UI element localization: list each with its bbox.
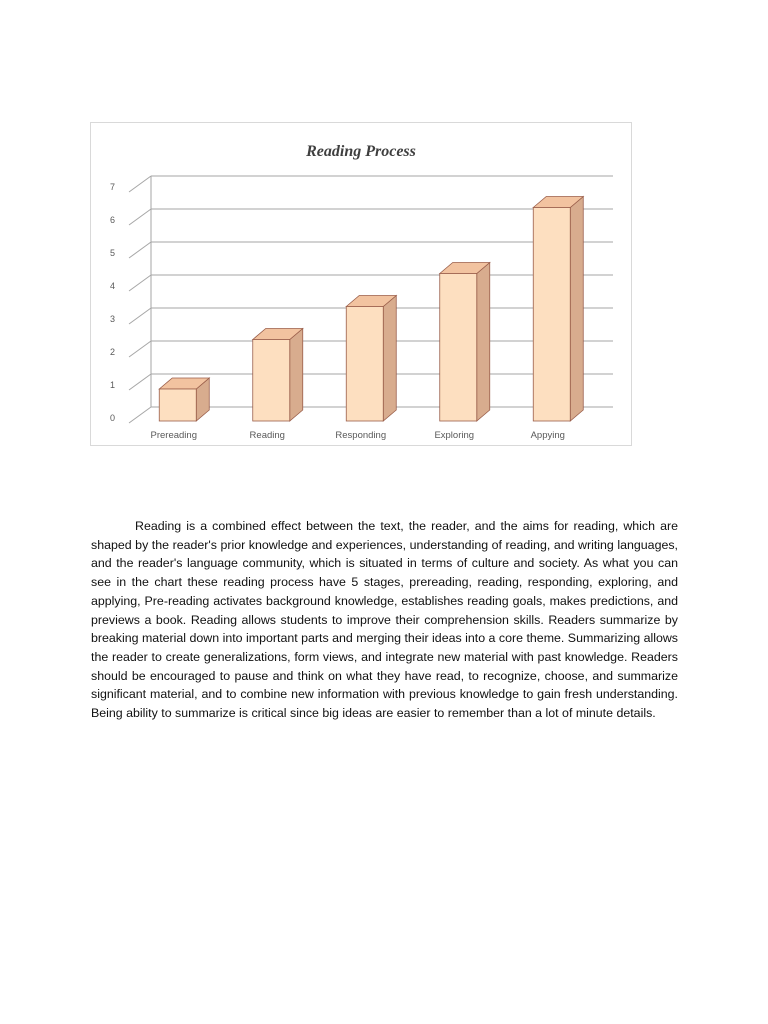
chart-frame: [90, 122, 632, 446]
x-tick-label: Prereading: [150, 430, 197, 441]
bar-side: [477, 263, 490, 422]
bar-front: [159, 389, 196, 421]
x-tick-label: Exploring: [434, 430, 475, 441]
bar-side: [383, 296, 396, 422]
y-tick-label: 5: [109, 248, 115, 258]
grid-diagonal: [129, 407, 151, 423]
chart-title: Reading Process: [306, 143, 416, 160]
bars: [159, 197, 583, 422]
y-tick-label: 2: [109, 347, 115, 357]
bar-front: [440, 274, 477, 422]
bar: [533, 197, 583, 422]
bar-front: [346, 307, 383, 422]
grid-diagonal: [129, 209, 151, 225]
bar: [440, 263, 490, 422]
bar-side: [290, 329, 303, 422]
reading-process-chart: [91, 123, 631, 445]
bar-side: [570, 197, 583, 422]
x-tick-label: Appying: [530, 430, 565, 441]
y-tick-label: 7: [109, 182, 115, 192]
x-tick-label: Reading: [249, 430, 285, 441]
y-tick-label: 6: [109, 215, 115, 225]
y-tick-label: 1: [109, 380, 115, 390]
x-axis-labels: [151, 430, 565, 441]
bar-front: [533, 208, 570, 422]
grid-diagonal: [129, 242, 151, 258]
grid-diagonal: [129, 374, 151, 390]
y-tick-label: 0: [109, 413, 115, 423]
grid-diagonal: [129, 341, 151, 357]
grid-diagonal: [129, 308, 151, 324]
bar: [346, 296, 396, 422]
x-tick-label: Responding: [335, 430, 387, 441]
bar-front: [253, 340, 290, 422]
grid-diagonal: [129, 176, 151, 192]
y-tick-label: 4: [109, 281, 115, 291]
bar: [159, 378, 209, 421]
y-tick-label: 3: [109, 314, 115, 324]
grid-diagonal: [129, 275, 151, 291]
body-paragraph: Reading is a combined effect between the text, the reader, and the aims for reading, which are shaped by the reader's prior knowledge and experiences, understanding of reading, and writing languages, and the reader's language community, which is situated in terms of culture and society. As what you can see in the chart these reading process have 5 stages, prereading, reading, responding, exploring, and applying, Pre-reading activates background knowledge, establishes reading goals, makes predictions, and previews a book. Reading allows students to improve their comprehension skills. Readers summarize by breaking material down into important parts and merging their ideas into a core theme. Summarizing allows the reader to create generalizations, form views, and integrate new material with past knowledge. Readers should be encouraged to pause and think on what they have read, to recognize, choose, and summarize significant material, and to combine new information with previous knowledge to gain fresh understanding. Being ability to summarize is critical since big ideas are easier to remember than a lot of minute details.: [91, 519, 678, 721]
bar: [253, 329, 303, 422]
y-axis-ticks: [110, 182, 115, 423]
